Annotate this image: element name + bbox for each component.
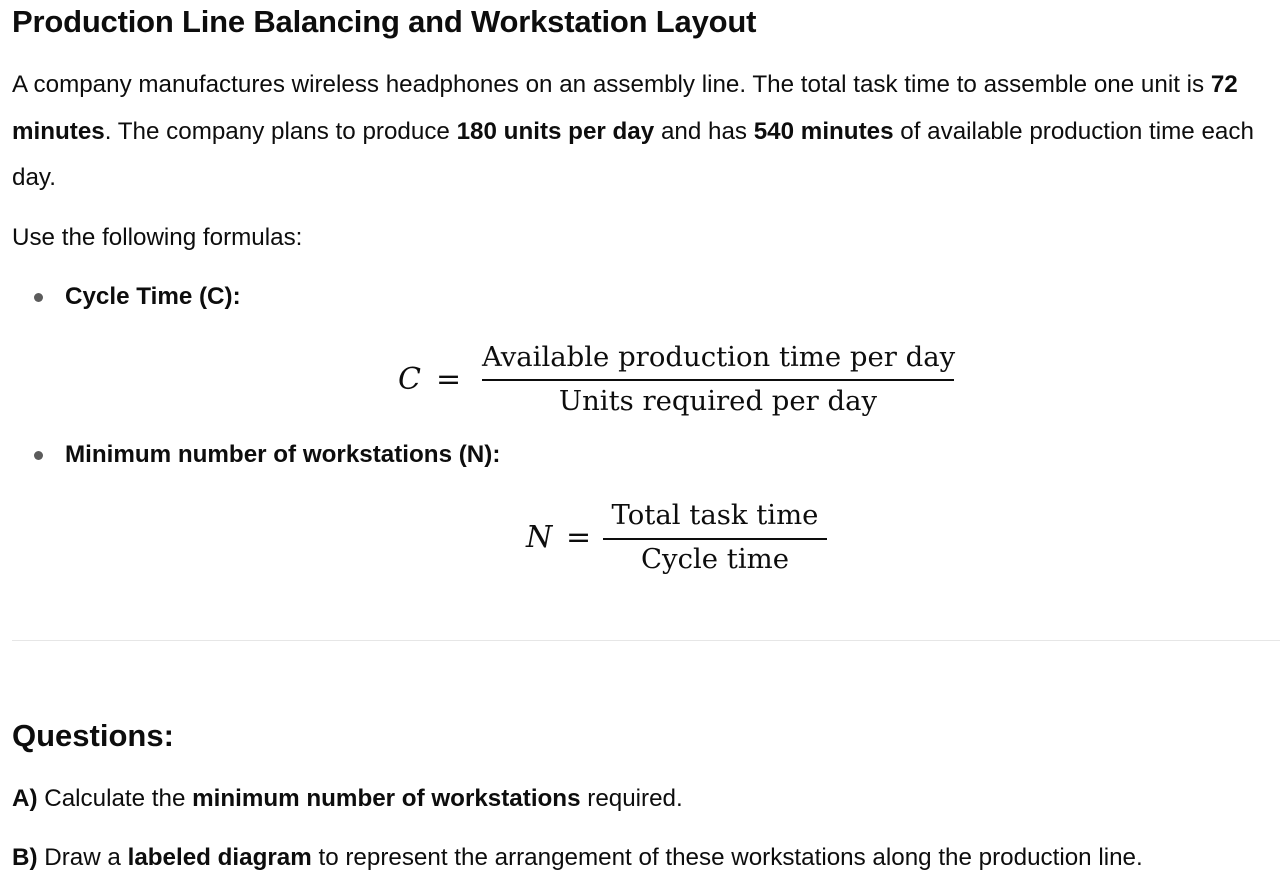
formula-variable: C	[398, 362, 421, 397]
formula-numerator: Total task time	[611, 499, 819, 531]
formula-variable: N	[526, 520, 553, 555]
cycle-time-label: Cycle Time (C):	[65, 283, 241, 310]
question-text: Draw a	[37, 844, 128, 871]
question-text: to represent the arrangement of these workstations along the production line.	[311, 844, 1143, 871]
formula-denominator: Cycle time	[641, 543, 789, 575]
workstations-formula	[524, 496, 828, 582]
formula-numerator: Available production time per day	[482, 341, 956, 373]
intro-text: and has	[654, 117, 754, 145]
page-title: Production Line Balancing and Workstation Layout	[12, 4, 757, 39]
question-text: required.	[580, 785, 683, 812]
intro-task-time: 72 minutes	[12, 71, 1238, 145]
bullet-dot-icon	[34, 293, 43, 302]
formula-denominator: Units required per day	[558, 385, 878, 417]
question-a	[12, 779, 683, 819]
section-divider	[12, 640, 1280, 641]
fraction-bar	[482, 379, 954, 381]
question-b	[12, 838, 1143, 878]
question-b-prefix: B)	[12, 844, 38, 871]
intro-text: A company manufactures wireless headphones on an assembly line. The total task time to assemble one unit is	[12, 71, 1211, 98]
formula-equals: =	[436, 362, 462, 397]
fraction-bar	[603, 538, 827, 540]
question-a-prefix: A)	[12, 785, 38, 812]
bullet-dot-icon	[34, 451, 43, 460]
cycle-time-formula	[396, 338, 956, 424]
intro-text: of available production time each day.	[12, 117, 1254, 191]
question-a-emphasis: minimum number of workstations	[192, 785, 581, 812]
formula-equals: =	[566, 520, 592, 555]
use-formulas-text: Use the following formulas:	[12, 224, 303, 251]
intro-available-minutes: 540 minutes	[753, 117, 894, 145]
intro-paragraph	[12, 62, 1274, 202]
intro-text: . The company plans to produce	[104, 117, 457, 145]
question-text: Calculate the	[37, 785, 193, 812]
questions-heading: Questions:	[12, 718, 174, 753]
intro-units-per-day: 180 units per day	[456, 117, 655, 145]
question-b-emphasis: labeled diagram	[127, 844, 312, 871]
workstations-label: Minimum number of workstations (N):	[65, 441, 501, 468]
